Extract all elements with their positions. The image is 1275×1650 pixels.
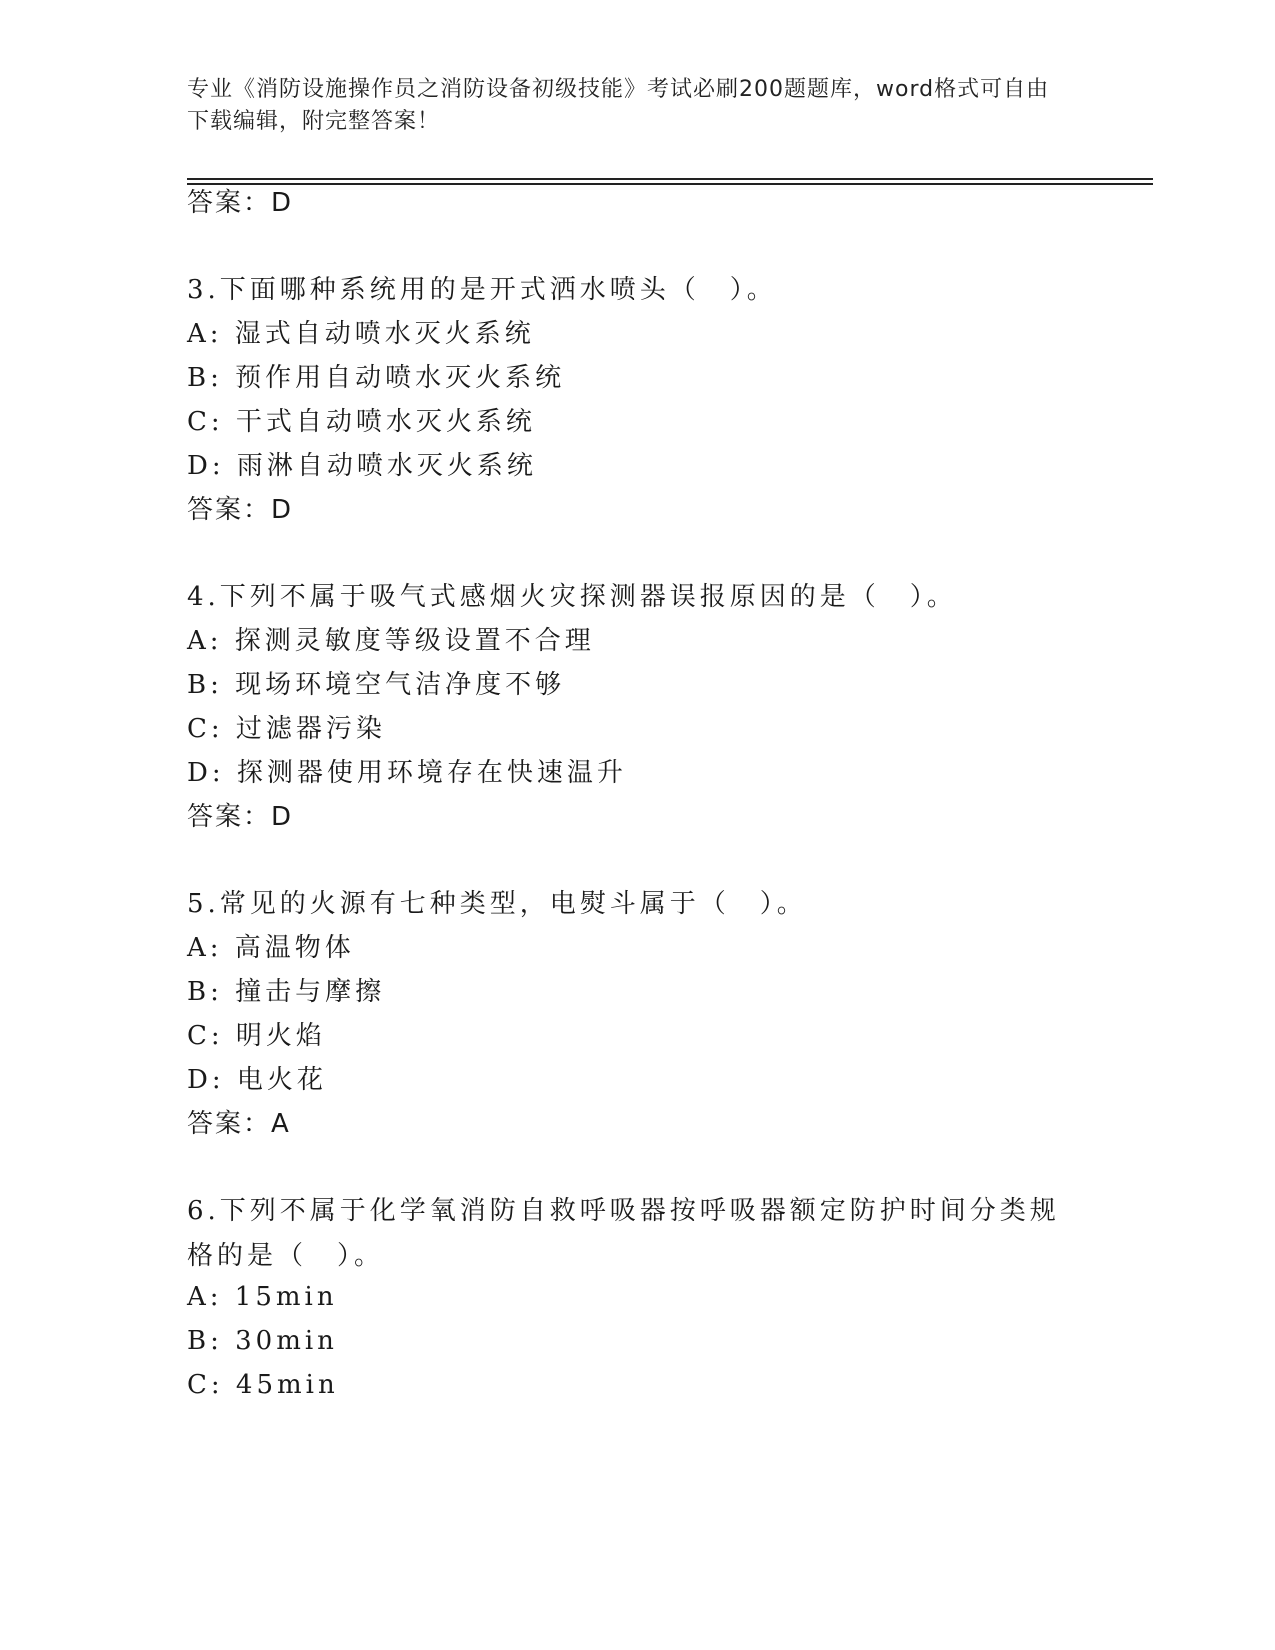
header-rule-top bbox=[187, 178, 1153, 180]
question-3-answer: 答案：D bbox=[187, 495, 294, 525]
question-6-option-a: A: 15min bbox=[187, 1282, 338, 1312]
question-4-answer: 答案：D bbox=[187, 802, 294, 832]
question-5-stem: 5.常见的火源有七种类型，电熨斗属于（ ）。 bbox=[187, 889, 807, 919]
question-4-option-c: C: 过滤器污染 bbox=[187, 714, 386, 744]
question-6-option-b: B: 30min bbox=[187, 1326, 338, 1356]
question-4-option-b: B: 现场环境空气洁净度不够 bbox=[187, 670, 566, 700]
question-3-option-a: A: 湿式自动喷水灭火系统 bbox=[187, 319, 535, 349]
question-3-option-c: C: 干式自动喷水灭火系统 bbox=[187, 407, 536, 437]
question-5-option-a: A: 高温物体 bbox=[187, 933, 355, 963]
question-6-option-c: C: 45min bbox=[187, 1370, 339, 1400]
answer-previous: 答案：D bbox=[187, 188, 294, 218]
question-3-option-d: D: 雨淋自动喷水灭火系统 bbox=[187, 451, 537, 481]
question-5-option-d: D: 电火花 bbox=[187, 1065, 327, 1095]
document-header: 专业《消防设施操作员之消防设备初级技能》考试必刷200题题库，word格式可自由下载编辑，附完整答案！ bbox=[187, 77, 1050, 134]
question-3-option-b: B: 预作用自动喷水灭火系统 bbox=[187, 363, 566, 393]
header-rule-bottom bbox=[187, 183, 1153, 185]
question-4-option-a: A: 探测灵敏度等级设置不合理 bbox=[187, 626, 595, 656]
question-5-answer: 答案：A bbox=[187, 1109, 291, 1139]
question-4-stem: 4.下列不属于吸气式感烟火灾探测器误报原因的是（ ）。 bbox=[187, 582, 957, 612]
question-6-stem: 6.下列不属于化学氧消防自救呼吸器按呼吸器额定防护时间分类规格的是（ ）。 bbox=[187, 1196, 1060, 1271]
question-3-stem: 3.下面哪种系统用的是开式洒水喷头（ ）。 bbox=[187, 275, 777, 305]
question-5-option-c: C: 明火焰 bbox=[187, 1021, 326, 1051]
question-5-option-b: B: 撞击与摩擦 bbox=[187, 977, 386, 1007]
question-4-option-d: D: 探测器使用环境存在快速温升 bbox=[187, 758, 627, 788]
